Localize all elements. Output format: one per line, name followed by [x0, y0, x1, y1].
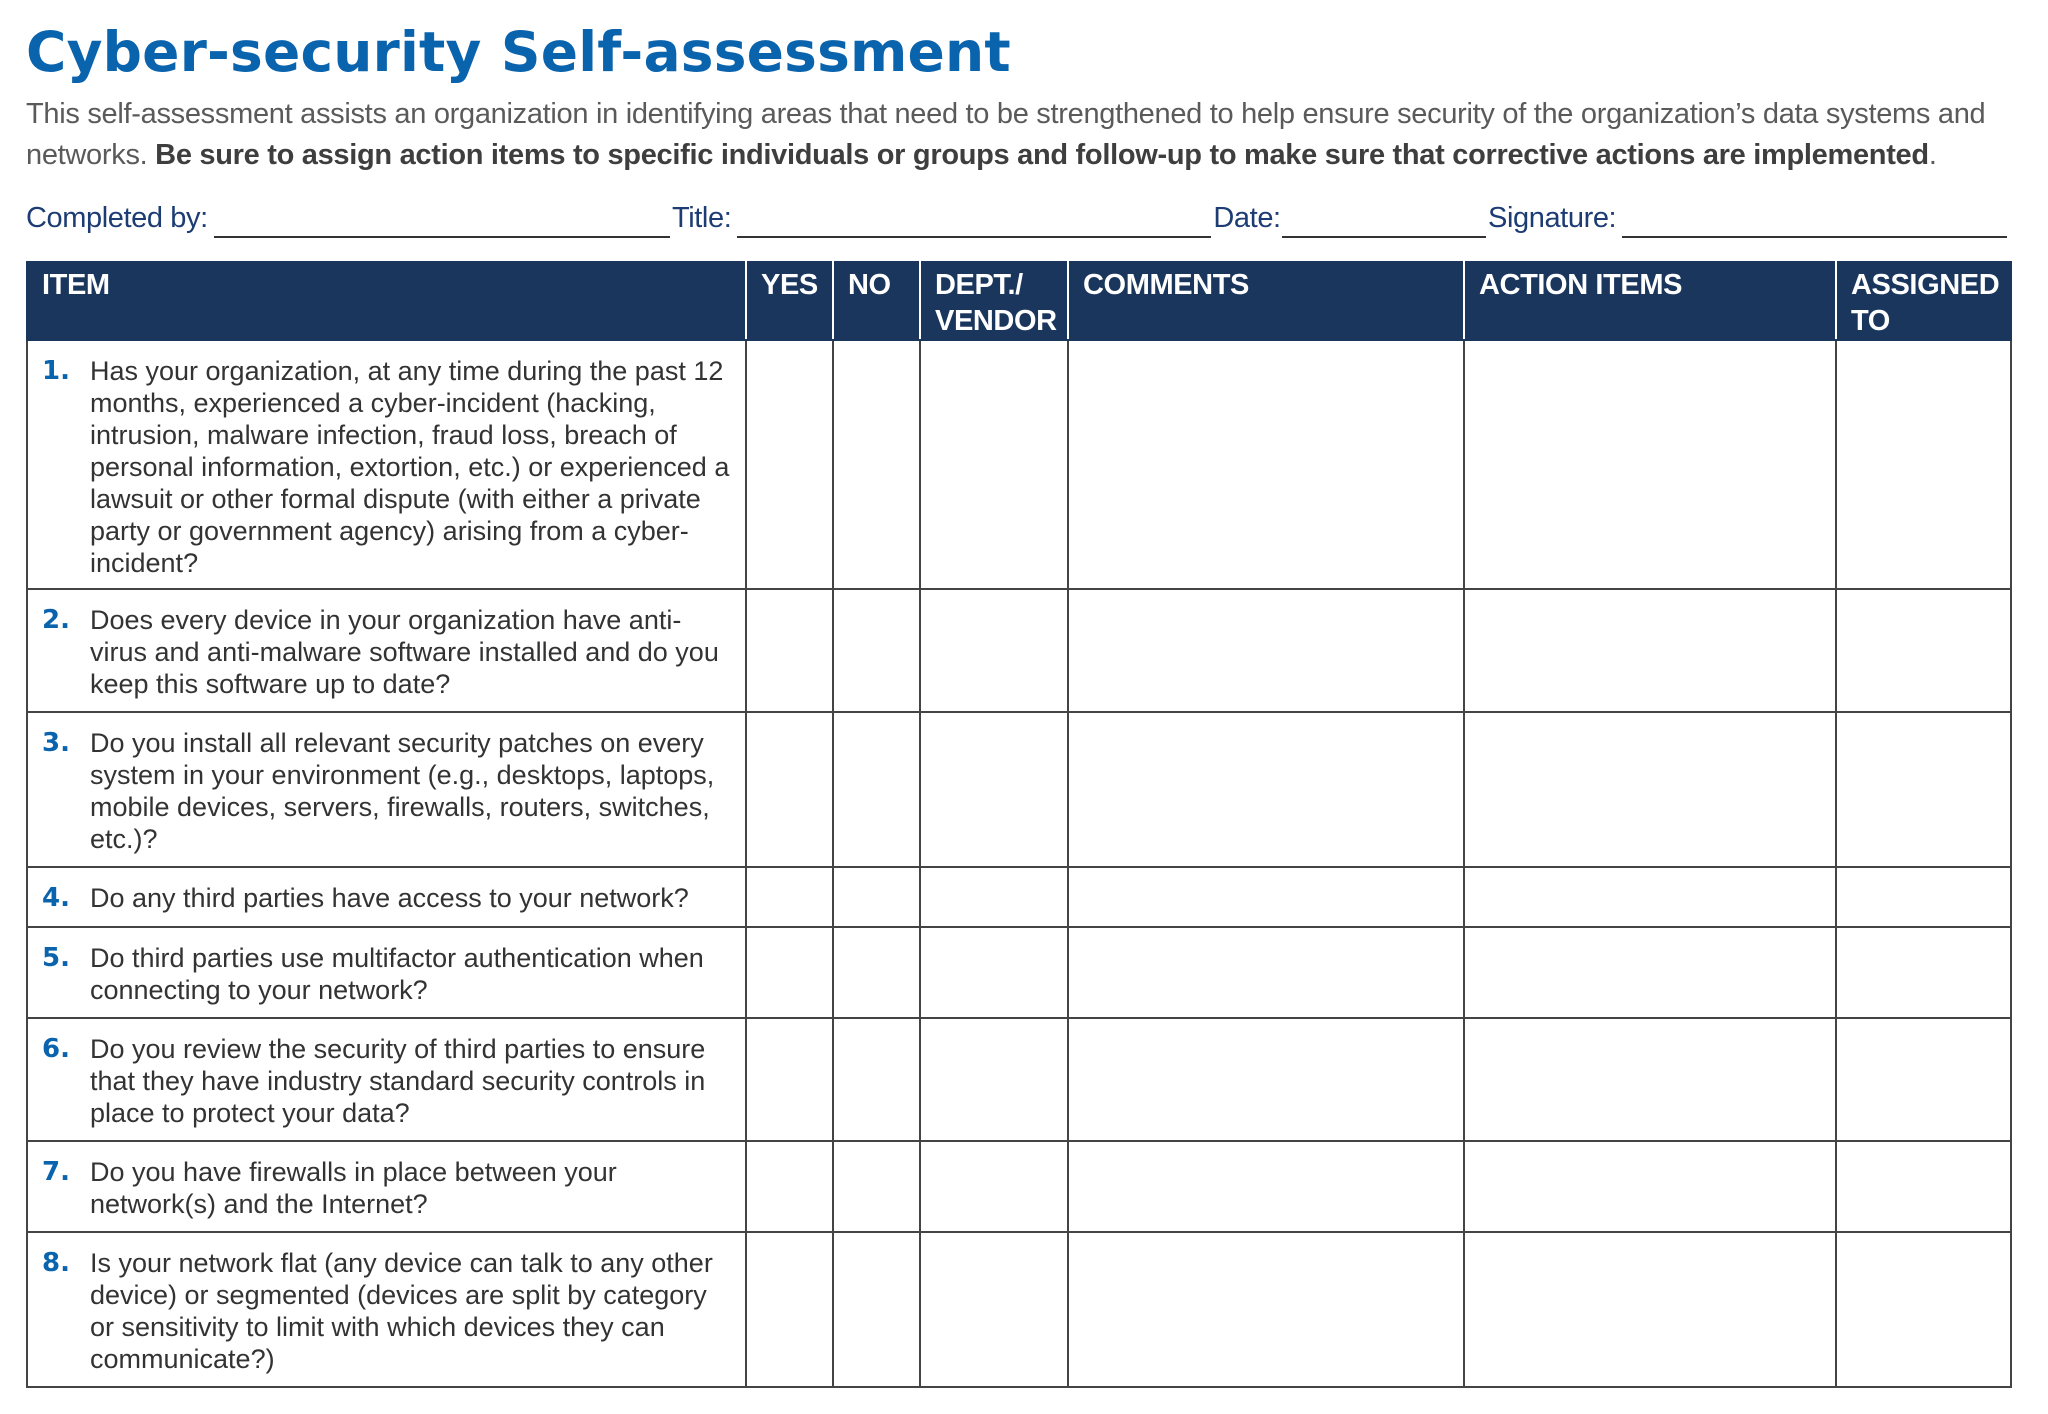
item-number: 2.	[42, 605, 70, 635]
assessment-table	[26, 261, 2012, 1388]
dept-vendor-cell[interactable]	[920, 927, 1068, 1018]
title-field[interactable]	[737, 202, 1211, 238]
document-title: Cyber-security Self-assessment	[26, 20, 1011, 84]
item-question: Do you install all relevant security patches on every system in your environment (e.g., desktops, laptops, mobile devices, servers, firewalls, routers, switches, etc.)?	[90, 728, 715, 854]
action-items-cell[interactable]	[1464, 1018, 1836, 1141]
assigned-to-cell[interactable]	[1836, 1018, 2011, 1141]
action-items-cell[interactable]	[1464, 1232, 1836, 1387]
no-cell[interactable]	[833, 867, 920, 927]
completed-by-field[interactable]	[214, 202, 670, 238]
table-row	[27, 1141, 2011, 1232]
comments-cell[interactable]	[1068, 927, 1464, 1018]
no-cell[interactable]	[833, 1232, 920, 1387]
table-row	[27, 712, 2011, 867]
item-number: 5.	[42, 943, 70, 973]
assigned-to-cell[interactable]	[1836, 867, 2011, 927]
comments-cell[interactable]	[1068, 589, 1464, 712]
action-items-cell[interactable]	[1464, 340, 1836, 589]
comments-cell[interactable]	[1068, 867, 1464, 927]
yes-cell[interactable]	[746, 1018, 833, 1141]
item-cell	[27, 867, 746, 927]
assigned-to-cell[interactable]	[1836, 340, 2011, 589]
yes-cell[interactable]	[746, 927, 833, 1018]
no-cell[interactable]	[833, 712, 920, 867]
table-row	[27, 927, 2011, 1018]
dept-vendor-cell[interactable]	[920, 1141, 1068, 1232]
dept-vendor-cell[interactable]	[920, 867, 1068, 927]
table-row	[27, 589, 2011, 712]
yes-cell[interactable]	[746, 340, 833, 589]
item-question: Do you review the security of third parties to ensure that they have industry standard security controls in place to protect your data?	[90, 1034, 706, 1128]
action-items-cell[interactable]	[1464, 589, 1836, 712]
dept-vendor-cell[interactable]	[920, 1018, 1068, 1141]
header-dept-vendor: DEPT./ VENDOR	[920, 262, 1068, 340]
action-items-cell[interactable]	[1464, 1141, 1836, 1232]
header-no: NO	[833, 262, 920, 340]
signature-label: Signature:	[1488, 202, 1617, 234]
no-cell[interactable]	[833, 340, 920, 589]
assigned-to-cell[interactable]	[1836, 1141, 2011, 1232]
intro-bold-instruction: Be sure to assign action items to specific individuals or groups and follow-up to make sure that corrective actions are implemented	[155, 139, 1929, 171]
table-row	[27, 1018, 2011, 1141]
comments-cell[interactable]	[1068, 1141, 1464, 1232]
header-action-items: ACTION ITEMS	[1464, 262, 1836, 340]
assigned-to-cell[interactable]	[1836, 712, 2011, 867]
intro-text: This self-assessment assists an organization in identifying areas that need to be strengthened to help ensure security of the organization’s data systems and networks.	[26, 98, 1986, 171]
yes-cell[interactable]	[746, 1232, 833, 1387]
no-cell[interactable]	[833, 589, 920, 712]
item-number: 1.	[42, 356, 70, 386]
form-fields-row	[26, 196, 2009, 238]
header-yes: YES	[746, 262, 833, 340]
table-row	[27, 1232, 2011, 1387]
comments-cell[interactable]	[1068, 340, 1464, 589]
header-comments: COMMENTS	[1068, 262, 1464, 340]
item-number: 4.	[42, 883, 70, 913]
table-row	[27, 867, 2011, 927]
item-number: 7.	[42, 1157, 70, 1187]
assigned-to-cell[interactable]	[1836, 927, 2011, 1018]
item-cell	[27, 712, 746, 867]
item-question: Do any third parties have access to your network?	[90, 883, 689, 913]
item-question: Do third parties use multifactor authentication when connecting to your network?	[90, 943, 704, 1005]
date-field[interactable]	[1282, 202, 1486, 238]
dept-vendor-cell[interactable]	[920, 712, 1068, 867]
assigned-to-cell[interactable]	[1836, 589, 2011, 712]
yes-cell[interactable]	[746, 867, 833, 927]
item-cell	[27, 1232, 746, 1387]
intro-end: .	[1928, 139, 1937, 171]
dept-vendor-cell[interactable]	[920, 1232, 1068, 1387]
item-cell	[27, 927, 746, 1018]
item-question: Has your organization, at any time during the past 12 months, experienced a cyber-incident (hacking, intrusion, malware infection, fraud loss, breach of personal information, extortion, etc.) or experienced a lawsuit or other formal dispute (with either a private party or government agency) arising from a cyber-incident?	[90, 356, 730, 578]
no-cell[interactable]	[833, 1018, 920, 1141]
title-label: Title:	[671, 202, 732, 234]
item-number: 6.	[42, 1034, 70, 1064]
item-cell	[27, 589, 746, 712]
action-items-cell[interactable]	[1464, 867, 1836, 927]
action-items-cell[interactable]	[1464, 927, 1836, 1018]
signature-field[interactable]	[1622, 202, 2007, 238]
item-question: Does every device in your organization have anti-virus and anti-malware software installed and do you keep this software up to date?	[90, 605, 719, 699]
yes-cell[interactable]	[746, 1141, 833, 1232]
comments-cell[interactable]	[1068, 712, 1464, 867]
action-items-cell[interactable]	[1464, 712, 1836, 867]
yes-cell[interactable]	[746, 712, 833, 867]
assigned-to-cell[interactable]	[1836, 1232, 2011, 1387]
item-cell	[27, 1018, 746, 1141]
item-number: 3.	[42, 728, 70, 758]
completed-by-label: Completed by:	[26, 202, 208, 234]
header-assigned-to: ASSIGNED TO	[1836, 262, 2011, 340]
item-cell	[27, 1141, 746, 1232]
item-question: Is your network flat (any device can talk to any other device) or segmented (devices are split by category or sensitivity to limit with which devices they can communicate?)	[90, 1248, 713, 1374]
comments-cell[interactable]	[1068, 1018, 1464, 1141]
dept-vendor-cell[interactable]	[920, 340, 1068, 589]
item-cell	[27, 340, 746, 589]
table-row	[27, 340, 2011, 589]
intro-paragraph	[26, 94, 2016, 176]
no-cell[interactable]	[833, 1141, 920, 1232]
header-item: ITEM	[27, 262, 746, 340]
dept-vendor-cell[interactable]	[920, 589, 1068, 712]
item-question: Do you have firewalls in place between your network(s) and the Internet?	[90, 1157, 617, 1219]
comments-cell[interactable]	[1068, 1232, 1464, 1387]
item-number: 8.	[42, 1248, 70, 1278]
no-cell[interactable]	[833, 927, 920, 1018]
table-header-row	[27, 262, 2011, 340]
yes-cell[interactable]	[746, 589, 833, 712]
date-label: Date:	[1213, 202, 1281, 234]
